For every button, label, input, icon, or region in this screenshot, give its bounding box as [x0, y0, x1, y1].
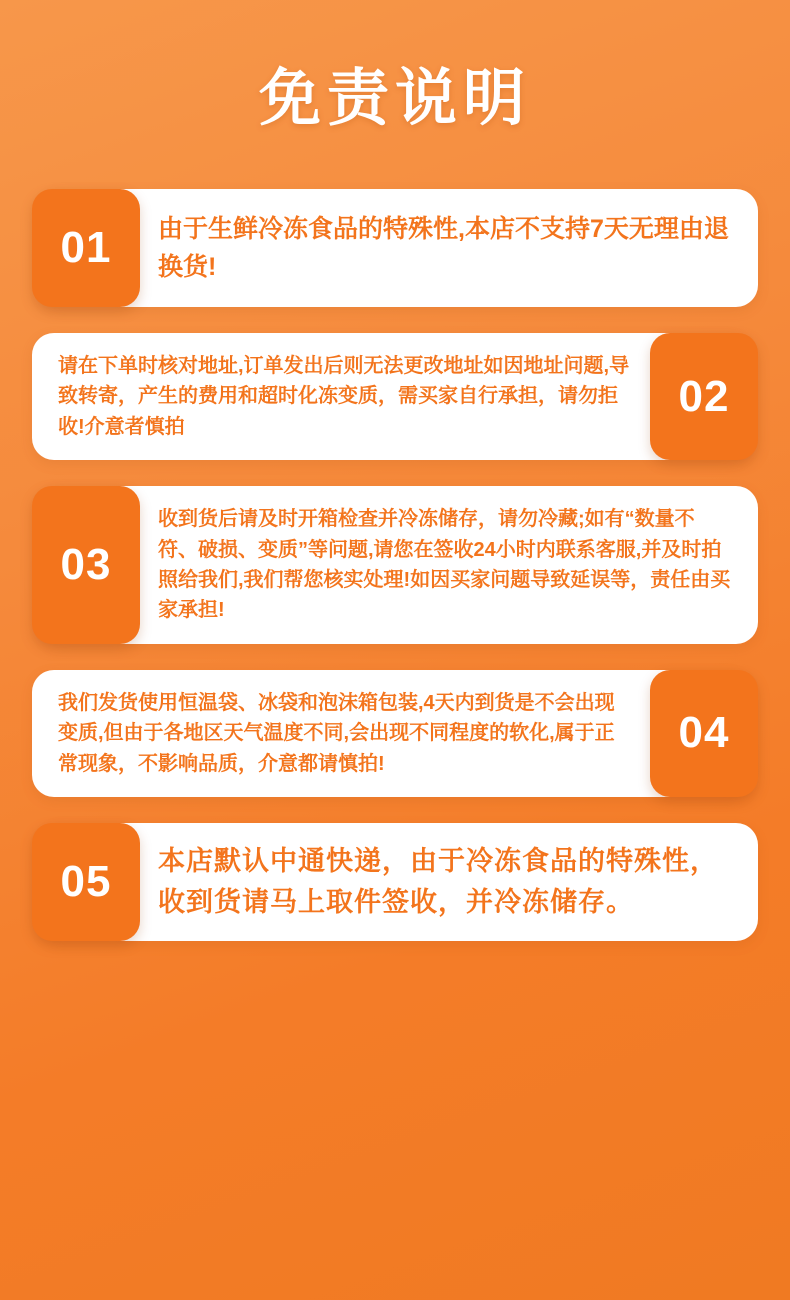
item-card	[40, 823, 758, 941]
disclaimer-list	[0, 189, 790, 941]
list-item	[32, 333, 758, 460]
item-text: 由于生鲜冷冻食品的特殊性,本店不支持7天无理由退换货!	[158, 215, 729, 281]
list-item	[32, 189, 758, 307]
item-text: 收到货后请及时开箱检查并冷冻储存，请勿冷藏;如有“数量不符、破损、变质”等问题,请您在签收24小时内联系客服,并及时拍照给我们,我们帮您核实处理!如因买家问题导致延误等，责任由买家承担!	[158, 508, 731, 622]
item-card	[40, 486, 758, 644]
item-card	[32, 670, 750, 797]
list-item	[32, 823, 758, 941]
item-number-badge: 04	[650, 670, 758, 797]
item-card	[40, 189, 758, 307]
item-text: 本店默认中通快递，由于冷冻食品的特殊性，收到货请马上取件签收，并冷冻储存。	[158, 845, 718, 917]
list-item	[32, 670, 758, 797]
item-number-badge: 01	[32, 189, 140, 307]
item-card	[32, 333, 750, 460]
item-number-badge: 02	[650, 333, 758, 460]
item-number-badge: 03	[32, 486, 140, 644]
item-text: 请在下单时核对地址,订单发出后则无法更改地址如因地址问题,导致转寄，产生的费用和超时化冻变质，需买家自行承担，请勿拒收!介意者慎拍	[58, 355, 630, 438]
list-item	[32, 486, 758, 644]
item-number-badge: 05	[32, 823, 140, 941]
item-text: 我们发货使用恒温袋、冰袋和泡沫箱包装,4天内到货是不会出现变质,但由于各地区天气温度不同,会出现不同程度的软化,属于正常现象，不影响品质，介意都请慎拍!	[58, 691, 615, 775]
page-title: 免责说明	[258, 64, 531, 133]
